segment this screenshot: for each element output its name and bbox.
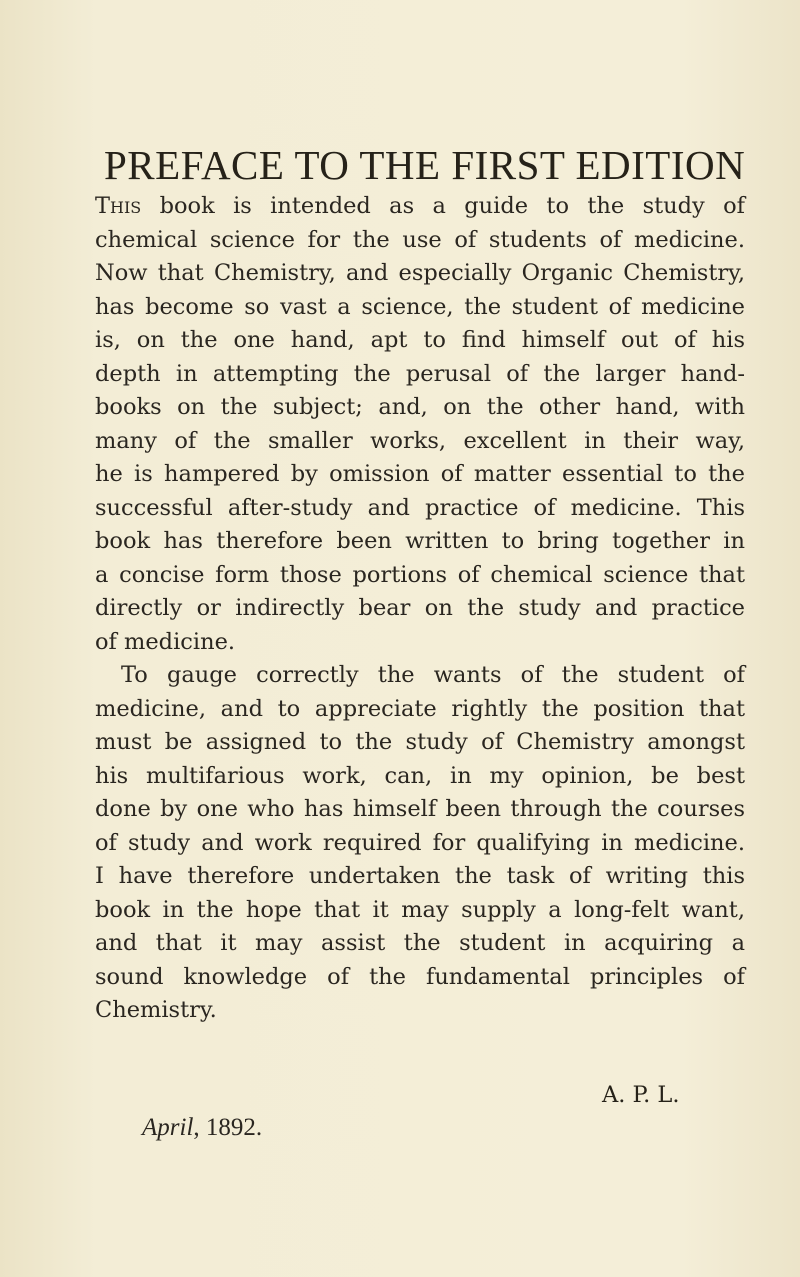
text-line: has become so vast a science, the student of medicine <box>95 293 745 320</box>
text-line: many of the smaller works, excellent in their way, <box>95 427 745 454</box>
drop-lead-word: This <box>95 193 142 219</box>
text-line: directly or indirectly bear on the study and practice <box>95 595 745 621</box>
text-line: is, on the one hand, apt to find himself out of his <box>95 327 745 353</box>
text-line: book in the hope that it may supply a long-felt want, <box>95 896 745 923</box>
text-line: his multifarious work, can, in my opinion, be best <box>95 762 745 789</box>
page-title: PREFACE TO THE FIRST EDITION <box>104 142 746 188</box>
text-line: done by one who has himself been through the courses <box>95 796 745 822</box>
text-line: Now that Chemistry, and especially Organic Chemistry, <box>95 260 745 286</box>
text-line: I have therefore undertaken the task of writing this <box>95 863 745 889</box>
text-line: books on the subject; and, on the other hand, with <box>95 394 745 420</box>
date-year: 1892. <box>205 1114 263 1141</box>
text-line: he is hampered by omission of matter essential to the <box>95 461 745 487</box>
date-separator: , <box>193 1114 206 1141</box>
text-line: a concise form those portions of chemical science that <box>95 561 745 588</box>
text-line: of study and work required for qualifying in medicine. <box>95 829 745 856</box>
text-line: of medicine. <box>95 628 236 655</box>
text-line: sound knowledge of the fundamental principles of <box>95 963 745 990</box>
text-line: book has therefore been written to bring together in <box>95 528 745 554</box>
text-line: chemical science for the use of students of medicine. <box>95 226 745 253</box>
author-initials: A. P. L. <box>602 1082 680 1108</box>
preface-body <box>95 190 745 1028</box>
text-line: depth in attempting the perusal of the larger hand- <box>95 360 745 387</box>
preface-date <box>142 1114 262 1142</box>
text-line: medicine, and to appreciate rightly the position that <box>95 695 745 722</box>
text-line: To gauge correctly the wants of the student of <box>121 662 745 688</box>
text-line: must be assigned to the study of Chemistry amongst <box>95 729 745 755</box>
text-line: This book is intended as a guide to the study of <box>95 193 745 219</box>
text-line: successful after-study and practice of medicine. This <box>95 494 745 521</box>
text-line: and that it may assist the student in acquiring a <box>95 930 745 956</box>
date-month: April <box>142 1114 194 1141</box>
text-line: Chemistry. <box>95 997 217 1023</box>
